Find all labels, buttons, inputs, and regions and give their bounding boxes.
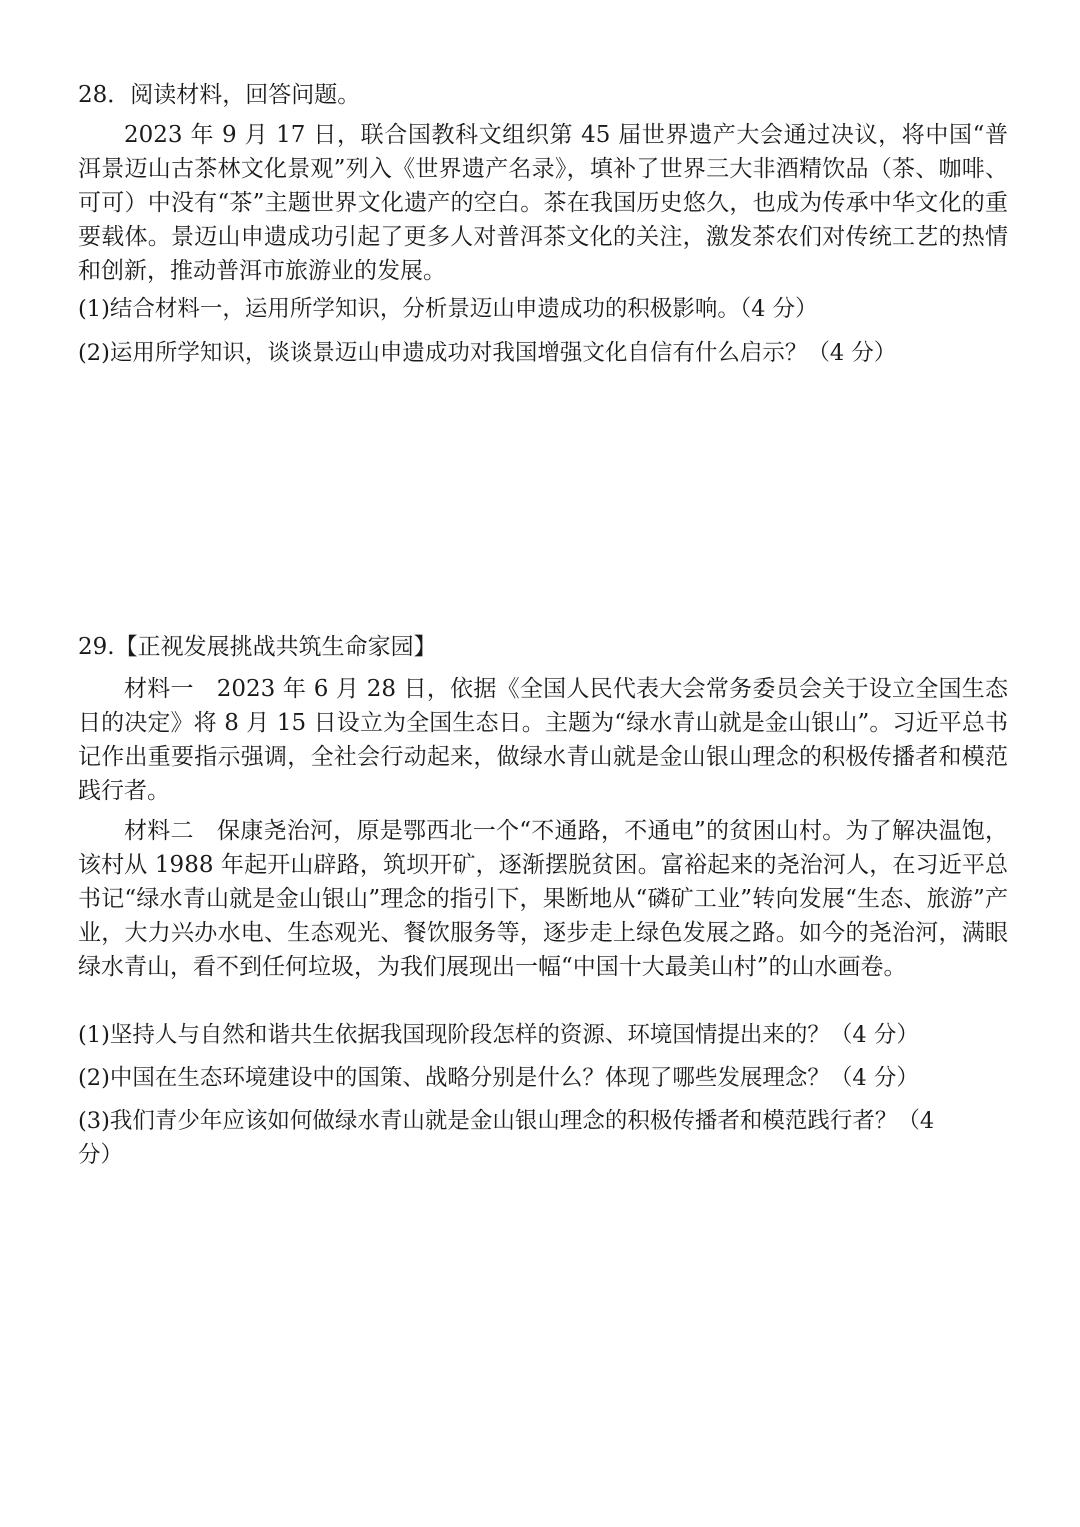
question-29-sub-1: (1)坚持人与自然和谐共生依据我国现阶段怎样的资源、环境国情提出来的？（4 分） [78,1022,919,1048]
material-1-label: 材料一 [124,676,194,702]
material-2-label: 材料二 [124,818,194,844]
question-28-sub-2: (2)运用所学知识，谈谈景迈山申遗成功对我国增强文化自信有什么启示？（4 分） [78,340,897,366]
question-29-title: 29.【正视发展挑战共筑生命家园】 [78,634,437,660]
question-28-sub-1: (1)结合材料一，运用所学知识，分析景迈山申遗成功的积极影响。（4 分） [78,296,818,322]
question-29-material-2 [78,814,1008,984]
material-1-text: 2023 年 6 月 28 日，依据《全国人民代表大会常务委员会关于设立全国生态日的决定》将 8 月 15 日设立为全国生态日。主题为“绿水青山就是金山银山”。习近平总书记作出重要指示强调，全社会行动起来，做绿水青山就是金山银山理念的积极传播者和模范践行者。 [78,676,1008,804]
question-29-sub-3: (3)我们青少年应该如何做绿水青山就是金山银山理念的积极传播者和模范践行者？（4 分） [78,1108,935,1168]
question-28-title: 28．阅读材料，回答问题。 [78,82,361,108]
question-29-material-1 [78,672,1008,808]
material-2-text: 保康尧治河，原是鄂西北一个“不通路，不通电”的贫困山村。为了解决温饱，该村从 1988 年起开山辟路，筑坝开矿，逐渐摆脱贫困。富裕起来的尧治河人，在习近平总书记“绿水青山就是金山银山”理念的指引下，果断地从“磷矿工业”转向发展“生态、旅游”产业，大力兴办水电、生态观光、餐饮服务等，逐步走上绿色发展之路。如今的尧治河，满眼绿水青山，看不到任何垃圾，为我们展现出一幅“中国十大最美山村”的山水画卷。 [78,818,1008,980]
question-29-sub-2: (2)中国在生态环境建设中的国策、战略分别是什么？体现了哪些发展理念？（4 分） [78,1065,919,1091]
question-28-material: 2023 年 9 月 17 日，联合国教科文组织第 45 届世界遗产大会通过决议，将中国“普洱景迈山古茶林文化景观”列入《世界遗产名录》，填补了世界三大非酒精饮品（茶、咖啡、可可）中没有“茶”主题世界文化遗产的空白。茶在我国历史悠久，也成为传承中华文化的重要载体。景迈山申遗成功引起了更多人对普洱茶文化的关注，激发茶农们对传统工艺的热情和创新，推动普洱市旅游业的发展。 [78,122,1008,284]
